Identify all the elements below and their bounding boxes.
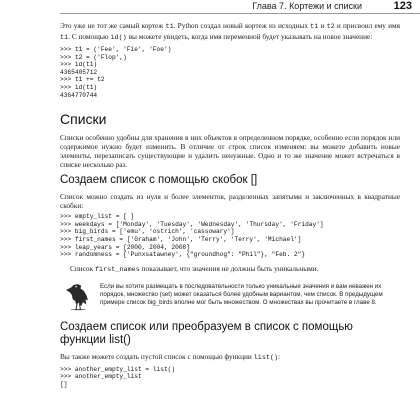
code-line: >>> id(t1) [60, 83, 98, 91]
code-line: >>> randomness = ['Punxsatawney', {"groundhog": "Phil"}, "Feb. 2"} [60, 251, 306, 259]
code-line: 4364770744 [60, 91, 98, 99]
raven-bird-icon [60, 279, 94, 313]
page-header [0, 0, 420, 18]
inline-code: list() [253, 353, 279, 362]
code-line: >>> leap_years = [2000, 2004, 2008] [60, 243, 190, 251]
code-line: >>> another_empty_list [60, 373, 142, 381]
text-run: и [318, 21, 327, 30]
header-rule [60, 13, 420, 14]
note-text: Если вы хотите размещать в последовательности только уникальные значения и вам неважен их порядок, множество (set) может оказаться более удобным вариантом, чем список. В предыдущем примере список big_birds вполне мог быть множеством. О множествах вы прочитаете в главе 8. [100, 282, 383, 306]
code-block-lists [60, 213, 400, 259]
inline-code: t2 [326, 23, 335, 31]
brackets-paragraph: Список можно создать из нуля и более элементов, разделенных запятыми и заключенных в квадратные скобки: [60, 192, 400, 211]
code-block-list-function [60, 366, 400, 389]
text-run: Список [70, 263, 95, 273]
text-run: . Python создал новый кортеж из исходных [173, 21, 311, 30]
code-line: >>> empty_list = [ ] [60, 213, 135, 221]
inline-code: t1 [60, 34, 69, 42]
text-run: . С помощью [68, 32, 111, 41]
code-line: >>> big_birds = ['emu', 'ostrich', 'cassowary'] [60, 228, 235, 236]
first-names-paragraph [60, 264, 400, 275]
note-box [60, 281, 400, 313]
code-line: >>> another_empty_list = list() [60, 365, 176, 373]
code-line: >>> weekdays = ['Monday', 'Tuesday', 'Wednesday', 'Thursday', 'Friday'] [60, 220, 324, 228]
section-heading-lists: Списки [60, 111, 107, 128]
code-line: [] [60, 380, 68, 388]
code-line: >>> t1 += t2 [60, 76, 105, 84]
list-function-paragraph [60, 352, 400, 363]
page-content [60, 21, 400, 394]
code-line: >>> t1 = ('Fee', 'Fie', 'Foe') [60, 46, 172, 53]
code-block-tuple [60, 46, 400, 99]
text-run: и присвоил ему имя [334, 21, 400, 30]
code-line: >>> id(t1) [60, 61, 98, 69]
chapter-title: Глава 7. Кортежи и списки [252, 1, 362, 11]
subsection-heading-list-function: Создаем список или преобразуем в список с помощью функции list() [60, 320, 353, 346]
code-line: 4365405712 [60, 68, 98, 76]
code-line: >>> first_names = ['Graham', 'John', 'Terry', 'Terry', 'Michael'] [60, 235, 302, 243]
text-run: : [278, 351, 281, 361]
code-line: >>> t2 = ('Flop',) [60, 53, 127, 61]
text-run: Вы также можете создать пустой список с помощью функции [60, 351, 254, 361]
text-run: вы можете увидеть, когда имя переменной будет указывать на новое значение: [126, 32, 373, 41]
inline-code: first_names [94, 265, 140, 274]
text-run: показывает, что значения не должны быть уникальными. [139, 263, 319, 273]
inline-code: id() [110, 34, 127, 42]
inline-code: t1 [165, 23, 174, 31]
subsection-heading-brackets: Создаем список с помощью скобок [] [60, 174, 258, 187]
text-run: Это уже не тот же самый кортеж [60, 21, 166, 30]
inline-code: t1 [310, 23, 319, 31]
lists-paragraph: Списки особенно удобны для хранения в них объектов в определенном порядке, особенно если порядок или содержимое нужно будет изменить. В отличие от строк список изменяем: вы можете добавить новые элементы, перезаписать существующие и удалить ненужные. Одно и то же значение может встречаться в списке несколько раз. [60, 133, 400, 170]
intro-paragraph [60, 21, 400, 43]
page-number: 123 [393, 0, 412, 12]
